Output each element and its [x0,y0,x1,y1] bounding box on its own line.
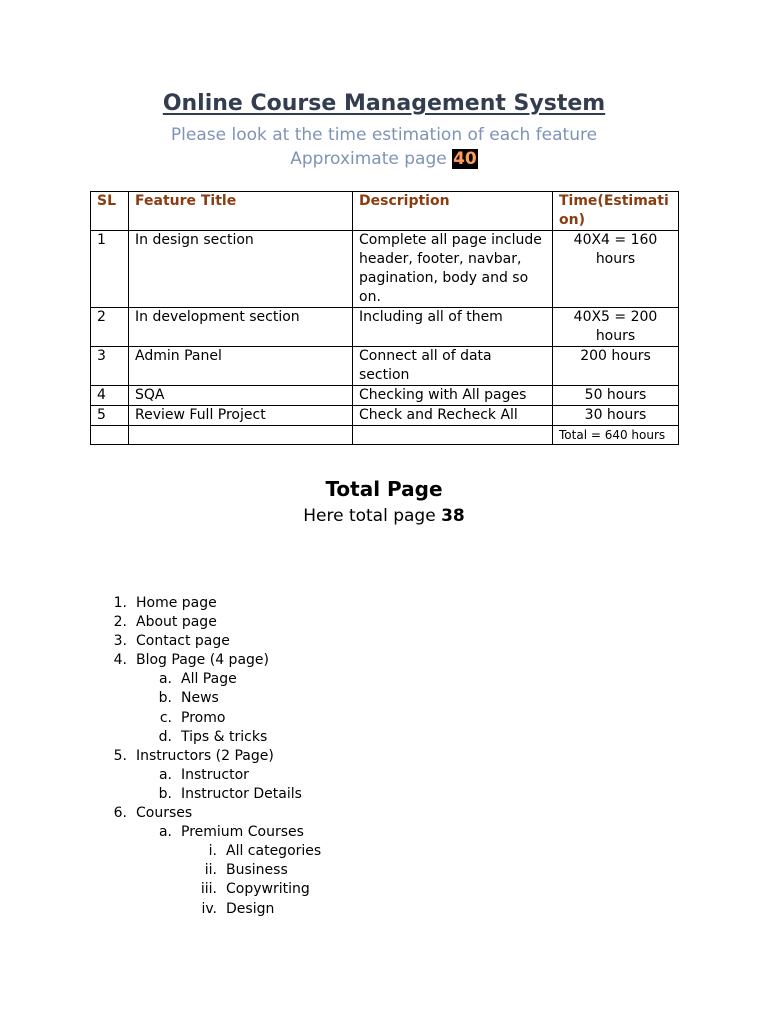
approx-page-value: 40 [453,149,477,169]
cell-total: Total = 640 hours [553,426,679,445]
list-item: c. Promo [159,709,226,726]
page-list [0,594,768,919]
list-item: 4. Blog Page (4 page) [113,652,269,669]
total-page-value: 38 [441,506,465,526]
total-page-text: Here total page [303,506,436,526]
list-item: b. Instructor Details [158,785,302,802]
estimation-table [90,191,679,445]
list-item: 5. Instructors (2 Page) [113,747,274,764]
list-item: iv. Design [201,900,275,917]
cell-description: Connect all of data section [353,347,553,386]
cell-sl: 5 [91,406,129,426]
cell-feature: In design section [129,231,353,308]
cell-description: Check and Recheck All [353,406,553,426]
list-item: a. Premium Courses [158,824,304,841]
list-item: iii. Copywriting [200,881,310,898]
list-item: 1. Home page [113,595,217,611]
list-item: d. Tips & tricks [158,728,268,745]
approx-page-label: Approximate page [290,149,447,169]
list-item: a. Instructor [158,766,249,783]
document-title: Online Course Management System [162,91,606,116]
cell-time: 30 hours [553,406,679,426]
list-item: b. News [158,690,219,707]
cell-time: 50 hours [553,386,679,406]
table-row [91,386,679,406]
cell-description: Including all of them [353,308,553,347]
table-row [91,406,679,426]
header-description: Description [353,192,553,231]
cell-feature: Review Full Project [129,406,353,426]
table-row [91,347,679,386]
list-item: i. All categories [208,843,322,860]
cell-sl: 3 [91,347,129,386]
cell-time: 200 hours [553,347,679,386]
list-item: 2. About page [113,614,217,631]
list-item: 6. Courses [113,805,193,822]
cell-description: Complete all page include header, footer, navbar, pagination, body and so on. [353,231,553,308]
cell-sl: 4 [91,386,129,406]
cell-feature: SQA [129,386,353,406]
list-item: a. All Page [158,671,237,688]
cell-time: 40X5 = 200 hours [553,308,679,347]
table-total-row [91,426,679,445]
list-item: 3. Contact page [113,633,230,650]
list-item: ii. Business [204,862,288,879]
table-header-row [91,192,679,231]
table-row [91,231,679,308]
subtitle-text: Please look at the time estimation of each feature [170,125,598,145]
table-row [91,308,679,347]
cell-feature: Admin Panel [129,347,353,386]
cell-feature: In development section [129,308,353,347]
total-page-heading: Total Page [325,477,443,501]
header-sl: SL [91,192,129,231]
cell-sl: 1 [91,231,129,308]
header-time: Time(Estimation) [553,192,679,231]
cell-description: Checking with All pages [353,386,553,406]
cell-sl: 2 [91,308,129,347]
total-page-line [0,506,768,526]
document-subtitle [0,124,768,170]
cell-time: 40X4 = 160 hours [553,231,679,308]
approx-page-line [0,148,768,170]
header-feature-title: Feature Title [129,192,353,231]
